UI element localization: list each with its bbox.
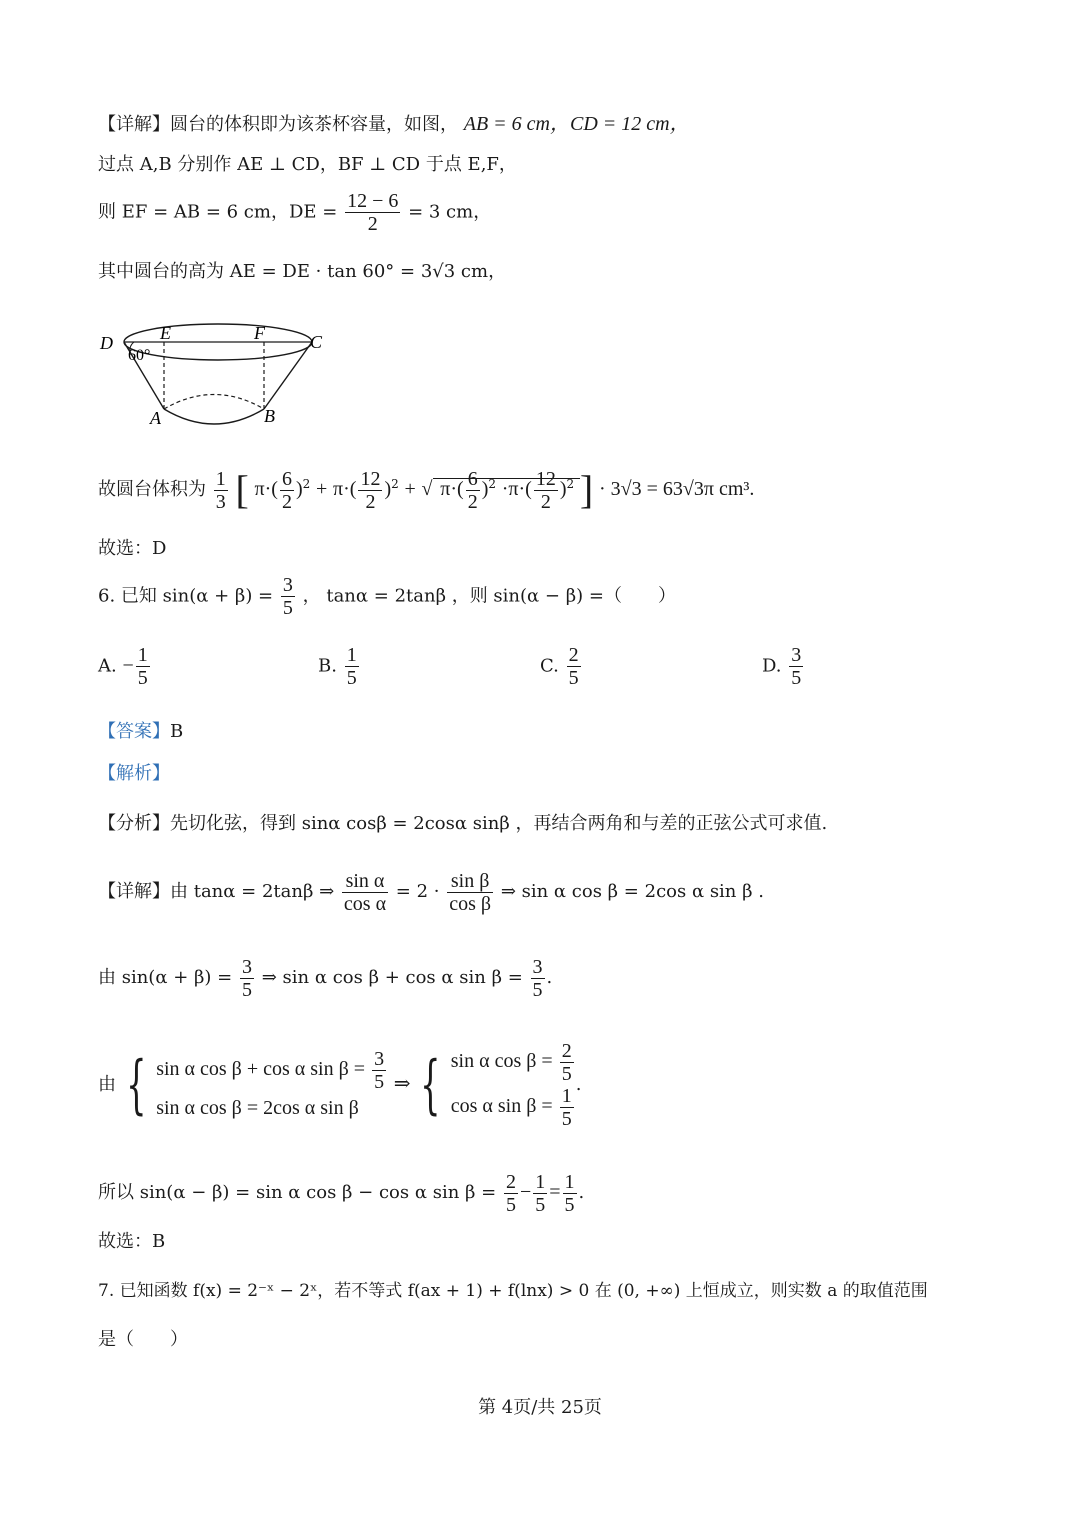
label-C: C (310, 332, 323, 352)
q6-answer-final: 故选：B (98, 1231, 166, 1252)
option-d: D. $\frac{3}{5}$ (762, 644, 802, 689)
q6-analysis-label: 【解析】 (98, 763, 170, 784)
frustum-figure (96, 312, 336, 432)
answer-label: 【答案】 (98, 721, 170, 742)
detail-label: 【详解】 (98, 114, 170, 135)
page-footer: 第 4页/共 25页 (478, 1397, 602, 1418)
option-c: C. $\frac{2}{5}$ (540, 644, 579, 689)
fraction: $\frac{12 - 6}{2}$ (347, 190, 399, 235)
q6-detail-line4: 所以 sin(α − β) = sin α cos β − cos α sin β = $\frac{2}{5}$ − $\frac{1}{5}$ = $\frac{1}{5}$ . (98, 1170, 585, 1216)
q6-analysis: 【分析】先切化弦，得到 sinα cosβ = 2cosα sinβ ，再结合两角和与差的正弦公式可求值. (98, 813, 828, 834)
label-A: A (150, 408, 161, 428)
label-angle: 60° (128, 347, 151, 364)
q5-detail-line2: 过点 A,B 分别作 AE ⊥ CD，BF ⊥ CD 于点 E,F， (98, 154, 517, 175)
label-F: F (254, 323, 265, 343)
label-E: E (160, 323, 171, 343)
q6-stem: 6. 已知 sin(α + β) = $\frac{3}{5}$ ， tanα = 2tanβ ，则 sin(α − β) =（ ） (98, 574, 676, 619)
q7-stem: 7. 已知函数 f(x) = 2⁻ˣ − 2ˣ，若不等式 f(ax + 1) + f(lnx) > 0 在 (0, +∞) 上恒成立，则实数 a 的取值范围 (98, 1281, 928, 1301)
q5-volume-line: 故圆台体积为 $\frac{1}{3}$ [ π·( $\frac{6}{2}$ )$^2$ + π·( $\frac{12}{2}$ )$^2$ + √ π·( $\frac{6}{2}$ )$^2$ ·π·( $\frac{12}{2}$ )$^2$ ] · 3√3 = 63√3π cm³. (98, 467, 755, 513)
q5-answer: 故选：D (98, 538, 167, 559)
q6-answer: 【答案】B (98, 721, 184, 742)
q6-system: 由 { sin α cos β + cos α sin β = $\frac{3}{5}$ sin α cos β = 2cos α sin β ⇒ { sin α cos β = $\frac{2}{5}$ cos α sin β = $\frac{1}{5}$ . (98, 1040, 582, 1130)
label-D: D (100, 333, 113, 353)
q6-detail-line2: 由 sin(α + β) = $\frac{3}{5}$ ⇒ sin α cos β + cos α sin β = $\frac{3}{5}$ . (98, 955, 553, 1001)
q5-detail-line3: 则 EF = AB = 6 cm，DE = $\frac{12 - 6}{2}$ = 3 cm， (98, 190, 492, 235)
q7-stem-2: 是（ ） (98, 1329, 188, 1350)
label-B: B (264, 406, 275, 426)
option-b: B. $\frac{1}{5}$ (318, 644, 357, 689)
q6-detail-line1: 【详解】由 tanα = 2tanβ ⇒ $\frac{\text{sin α}}{\text{cos α}}$ = 2 · $\frac{\text{sin β}}{\text{cos β}}$ ⇒ sin α cos β = 2cos α sin β . (98, 869, 764, 915)
q5-detail-line4: 其中圆台的高为 AE = DE · tan 60° = 3√3 cm， (98, 261, 507, 282)
option-a: A. − $\frac{1}{5}$ (98, 644, 148, 689)
q5-detail-line1: 【详解】圆台的体积即为该茶杯容量，如图， AB = 6 cm，CD = 12 cm， (98, 113, 690, 135)
